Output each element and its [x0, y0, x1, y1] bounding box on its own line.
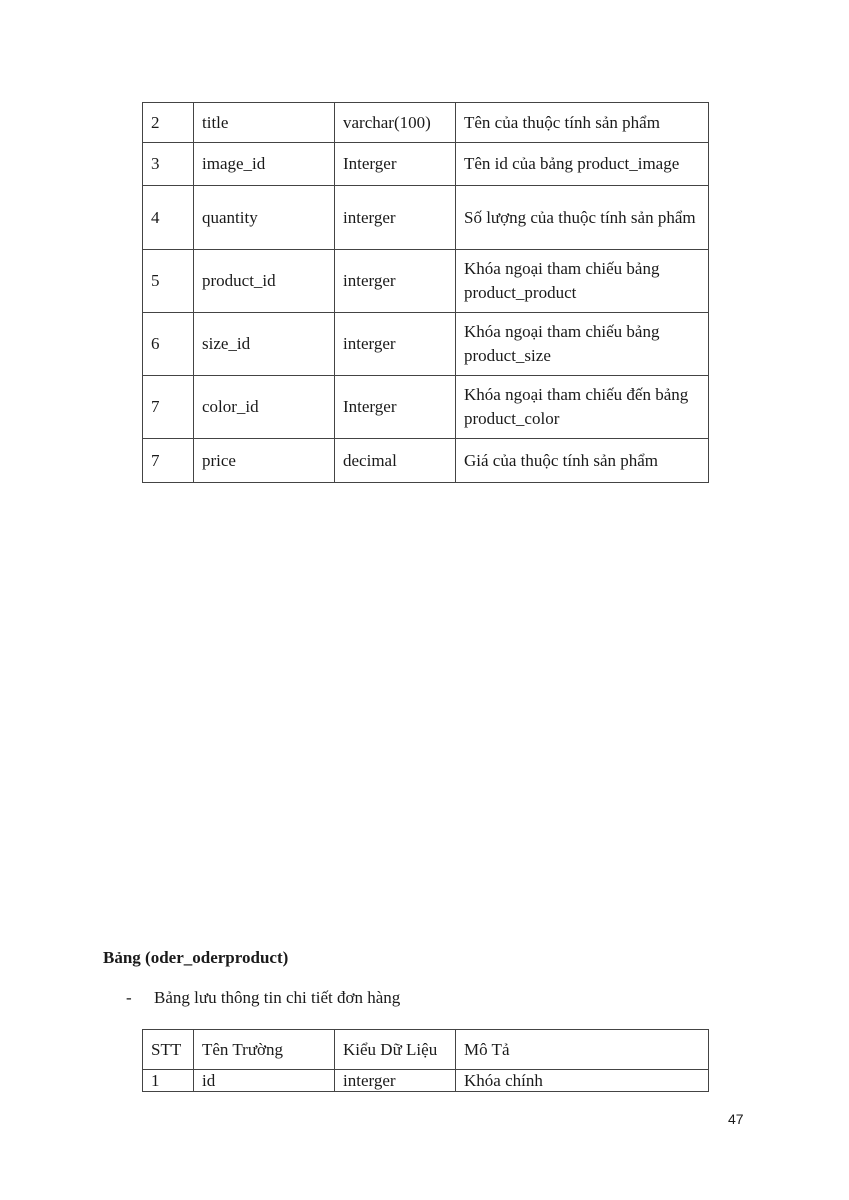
- header-type: Kiểu Dữ Liệu: [335, 1030, 456, 1070]
- cell-field: title: [194, 103, 335, 143]
- cell-stt: 6: [143, 313, 194, 376]
- order-detail-table: [142, 1029, 709, 1092]
- table-row: [143, 313, 709, 376]
- table-row: [143, 186, 709, 250]
- table-row: [143, 439, 709, 483]
- section-heading: Bảng (oder_oderproduct): [103, 948, 289, 967]
- cell-desc: Số lượng của thuộc tính sản phẩm: [456, 186, 709, 250]
- cell-stt: 3: [143, 143, 194, 186]
- cell-type: Interger: [335, 143, 456, 186]
- table-row: [143, 250, 709, 313]
- cell-desc: Khóa chính: [456, 1070, 709, 1092]
- cell-field: price: [194, 439, 335, 483]
- cell-field: id: [194, 1070, 335, 1092]
- cell-type: interger: [335, 1070, 456, 1092]
- bullet-text: Bảng lưu thông tin chi tiết đơn hàng: [154, 988, 401, 1007]
- cell-desc: Khóa ngoại tham chiếu đến bảng product_color: [456, 376, 709, 439]
- cell-desc: Khóa ngoại tham chiếu bảng product_size: [456, 313, 709, 376]
- cell-desc: Giá của thuộc tính sản phẩm: [456, 439, 709, 483]
- cell-type: Interger: [335, 376, 456, 439]
- cell-field: quantity: [194, 186, 335, 250]
- attribute-table: [142, 102, 709, 483]
- table-row: [143, 1070, 709, 1092]
- cell-desc: Khóa ngoại tham chiếu bảng product_product: [456, 250, 709, 313]
- cell-field: size_id: [194, 313, 335, 376]
- cell-stt: 2: [143, 103, 194, 143]
- cell-stt: 7: [143, 439, 194, 483]
- cell-type: interger: [335, 250, 456, 313]
- cell-type: decimal: [335, 439, 456, 483]
- table-row: [143, 376, 709, 439]
- table-header-row: [143, 1030, 709, 1070]
- table-row: [143, 143, 709, 186]
- cell-stt: 4: [143, 186, 194, 250]
- cell-type: interger: [335, 186, 456, 250]
- cell-desc: Tên id của bảng product_image: [456, 143, 709, 186]
- bullet-item: [126, 988, 400, 1008]
- bullet-dash: -: [126, 988, 132, 1007]
- header-field: Tên Trường: [194, 1030, 335, 1070]
- cell-field: image_id: [194, 143, 335, 186]
- cell-stt: 7: [143, 376, 194, 439]
- cell-type: varchar(100): [335, 103, 456, 143]
- cell-field: product_id: [194, 250, 335, 313]
- cell-type: interger: [335, 313, 456, 376]
- header-stt: STT: [143, 1030, 194, 1070]
- header-desc: Mô Tả: [456, 1030, 709, 1070]
- cell-field: color_id: [194, 376, 335, 439]
- cell-stt: 5: [143, 250, 194, 313]
- page-number: 47: [728, 1111, 744, 1127]
- table-row: [143, 103, 709, 143]
- cell-desc: Tên của thuộc tính sản phẩm: [456, 103, 709, 143]
- cell-stt: 1: [143, 1070, 194, 1092]
